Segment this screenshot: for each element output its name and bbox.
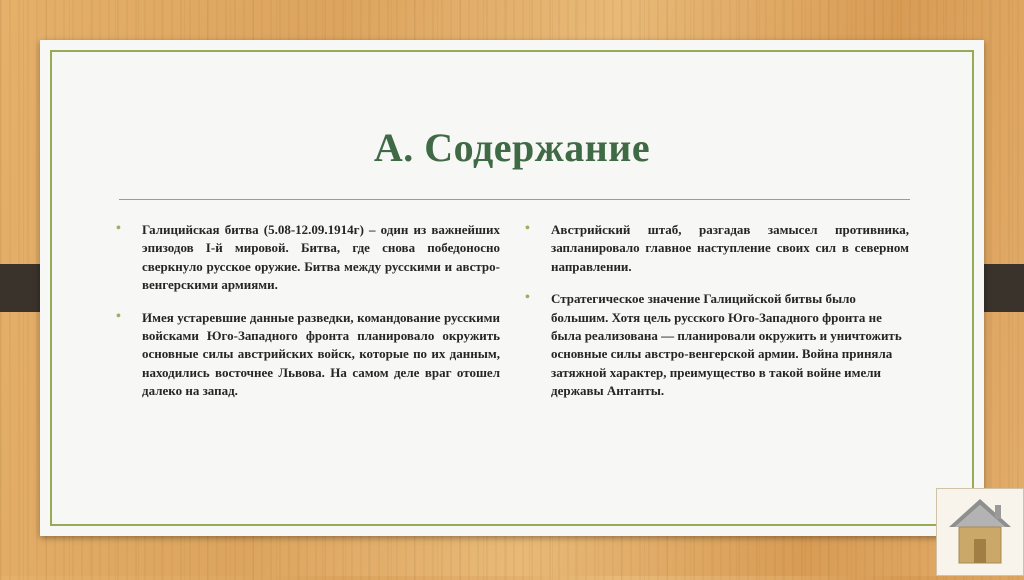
slide-card	[40, 40, 984, 536]
bullet-icon: •	[116, 221, 121, 236]
bullet-icon: •	[116, 308, 121, 324]
home-icon	[937, 489, 1023, 575]
home-button[interactable]	[936, 488, 1024, 576]
right-column	[525, 221, 909, 415]
list-item	[116, 309, 500, 401]
bullet-icon: •	[525, 221, 530, 236]
bullet-icon: •	[525, 290, 530, 306]
list-item	[525, 290, 909, 400]
bullet-text: Стратегическое значение Галицийской битвы было большим. Хотя цель русского Юго-Западного фронта не была реализована — планировали окружить и уничтожить основные силы австро-венгерской армии. Война приняла затяжной характер, преимущество в такой войне имели державы Антанты.	[551, 291, 902, 399]
slide-title: А. Содержание	[373, 125, 651, 170]
left-column	[116, 221, 500, 415]
list-item	[116, 221, 500, 295]
bullet-text: Имея устаревшие данные разведки, командование русскими войсками Юго-Западного фронта планировало окружить основные силы австрийских войск, которые по их данным, находились восточнее Львова. На самом деле враг отошел далеко на запад.	[142, 309, 500, 399]
bullet-text: Галицийская битва (5.08-12.09.1914г) – один из важнейших эпизодов I-й мировой. Битва, где снова победоносно сверкнуло русское оружие. Битва между русскими и австро-венгерскими армиями.	[142, 222, 500, 293]
bullet-text: Австрийский штаб, разгадав замысел противника, запланировало главное наступление своих сил в северном направлении.	[551, 222, 909, 274]
title-divider	[119, 199, 910, 200]
list-item	[525, 221, 909, 276]
